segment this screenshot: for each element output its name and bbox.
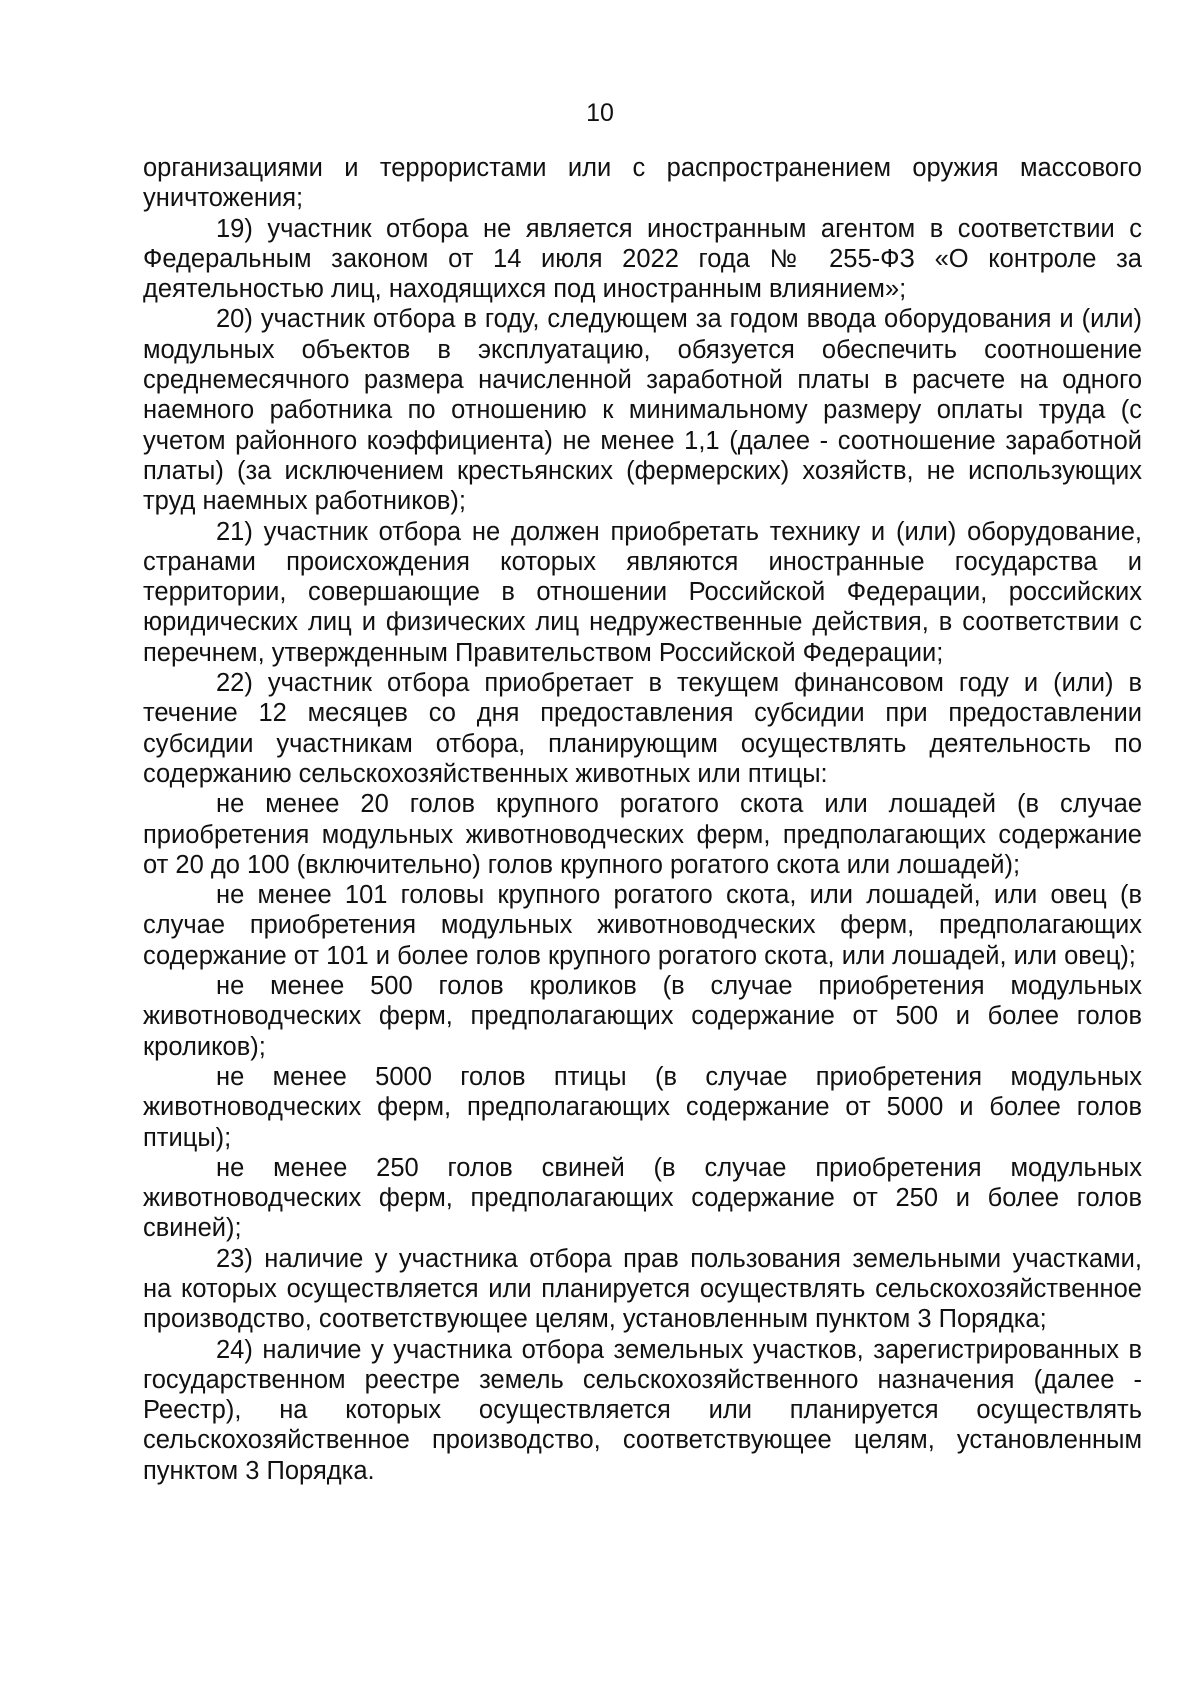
paragraph-pigs-250: не менее 250 голов свиней (в случае приобретения модульных животноводческих ферм, предполагающих содержание от 250 и более голов свиней); — [143, 1153, 1142, 1243]
paragraph-poultry-5000: не менее 5000 голов птицы (в случае приобретения модульных животноводческих ферм, предполагающих содержание от 5000 и более голов птицы); — [143, 1062, 1142, 1152]
paragraph-rabbits-500: не менее 500 голов кроликов (в случае приобретения модульных животноводческих ферм, предполагающих содержание от 500 и более голов кроликов); — [143, 972, 1142, 1061]
paragraph-item-19: 19) участник отбора не является иностранным агентом в соответствии с Федеральным законом от 14 июля 2022 года № 255-ФЗ «О контроле за деятельностью лиц, находящихся под иностранным влиянием»; — [143, 214, 1142, 304]
paragraph-item-21: 21) участник отбора не должен приобретать технику и (или) оборудование, странами происхождения которых являются иностранные государства и территории, совершающие в отношении Российской Федерации, российских юридических лиц и физических лиц недружественные действия, в соответствии с перечнем, утвержденным Правительством Российской Федерации; — [143, 517, 1142, 667]
paragraph-item-24: 24) наличие у участника отбора земельных участков, зарегистрированных в государственном реестре земель сельскохозяйственного назначения (далее - Реестр), на которых осуществляется или планируется осуществлять сельскохозяйственное производство, соответствующее целям, установленным пунктом 3 Порядка. — [143, 1335, 1142, 1485]
document-body — [143, 153, 1142, 1486]
paragraph-item-23: 23) наличие у участника отбора прав пользования земельными участками, на которых осуществляется или планируется осуществлять сельскохозяйственное производство, соответствующее целям, установленным пунктом 3 Порядка; — [143, 1244, 1142, 1334]
paragraph-cattle-101: не менее 101 головы крупного рогатого скота, или лошадей, или овец (в случае приобретения модульных животноводческих ферм, предполагающих содержание от 101 и более голов крупного рогатого скота, или лошадей, или овец); — [143, 881, 1142, 970]
paragraph-item-22: 22) участник отбора приобретает в текущем финансовом году и (или) в течение 12 месяцев со дня предоставления субсидии при предоставлении субсидии участникам отбора, планирующим осуществлять деятельность по содержанию сельскохозяйственных животных или птицы: — [143, 669, 1142, 788]
page-number: 10 — [586, 99, 614, 127]
paragraph-cattle-20: не менее 20 голов крупного рогатого скота или лошадей (в случае приобретения модульных животноводческих ферм, предполагающих содержание от 20 до 100 (включительно) голов крупного рогатого скота или лошадей); — [143, 790, 1142, 879]
paragraph-continuation: организациями и террористами или с распространением оружия массового уничтожения; — [143, 154, 1142, 213]
paragraph-item-20: 20) участник отбора в году, следующем за годом ввода оборудования и (или) модульных объектов в эксплуатацию, обязуется обеспечить соотношение среднемесячного размера начисленной заработной платы в расчете на одного наемного работника по отношению к минимальному размеру оплаты труда (с учетом районного коэффициента) не менее 1,1 (далее - соотношение заработной платы) (за исключением крестьянских (фермерских) хозяйств, не использующих труд наемных работников); — [143, 305, 1142, 516]
